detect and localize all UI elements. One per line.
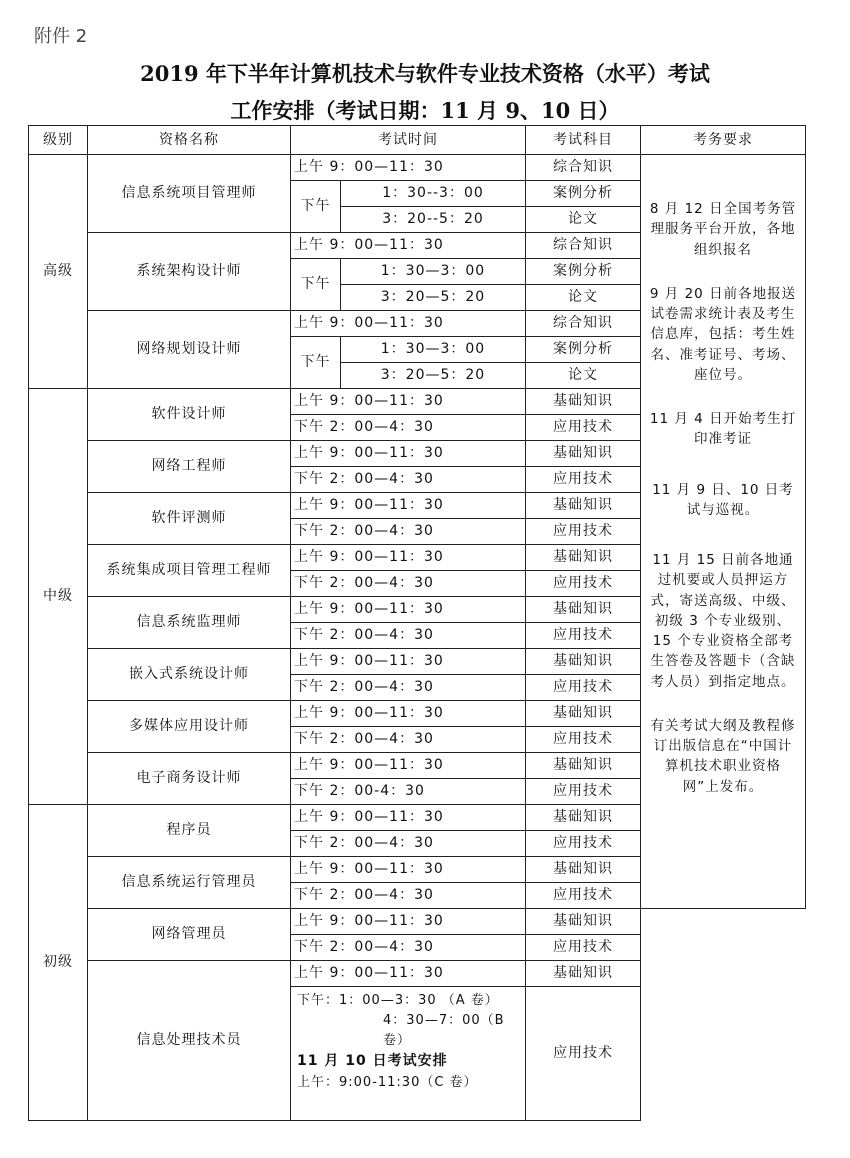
exam-subject: 论文 <box>526 285 641 311</box>
exam-time: 上午 9：00—11：30 <box>291 961 526 987</box>
exam-subject: 论文 <box>526 207 641 233</box>
header-subject: 考试科目 <box>526 126 641 155</box>
exam-time-nov10: 上午：9:00-11:30（C 卷） <box>297 1075 478 1091</box>
exam-subject: 基础知识 <box>526 909 641 935</box>
header-requirements: 考务要求 <box>641 126 806 155</box>
exam-subject: 应用技术 <box>526 779 641 805</box>
exam-time: 下午 2：00—4：30 <box>291 571 526 597</box>
table-header-row <box>29 126 806 155</box>
exam-subject: 基础知识 <box>526 441 641 467</box>
exam-subject: 综合知识 <box>526 311 641 337</box>
requirement-item: 8 月 12 日全国考务管理服务平台开放，各地组织报名 <box>649 201 797 258</box>
exam-time: 3：20—5：20 <box>341 285 526 311</box>
header-qualification: 资格名称 <box>88 126 291 155</box>
nov10-heading: 11 月 10 日考试安排 <box>297 1053 448 1070</box>
exam-time: 下午 2：00—4：30 <box>291 467 526 493</box>
qualification-name: 信息处理技术员 <box>88 961 291 1121</box>
exam-subject: 基础知识 <box>526 389 641 415</box>
exam-time: 下午 2：00—4：30 <box>291 935 526 961</box>
qualification-name: 程序员 <box>88 805 291 857</box>
exam-subject: 论文 <box>526 363 641 389</box>
table-row <box>29 909 806 935</box>
exam-time: 下午 2：00—4：30 <box>291 727 526 753</box>
level-mid: 中级 <box>29 389 88 805</box>
exam-subject: 基础知识 <box>526 545 641 571</box>
exam-subject: 基础知识 <box>526 857 641 883</box>
exam-time: 上午 9：00—11：30 <box>291 597 526 623</box>
exam-time: 上午 9：00—11：30 <box>291 805 526 831</box>
qualification-name: 软件评测师 <box>88 493 291 545</box>
level-senior: 高级 <box>29 155 88 389</box>
exam-time-pm-b: 4：30—7：00（B 卷） <box>383 1013 505 1049</box>
exam-time: 上午 9：00—11：30 <box>291 441 526 467</box>
requirement-item: 11 月 9 日、10 日考试与巡视。 <box>652 481 794 518</box>
exam-subject: 基础知识 <box>526 493 641 519</box>
exam-time: 上午 9：00—11：30 <box>291 493 526 519</box>
requirement-item: 有关考试大纲及教程修订出版信息在“中国计算机技术职业资格网”上发布。 <box>650 717 796 795</box>
exam-subject: 综合知识 <box>526 155 641 181</box>
qualification-name: 信息系统项目管理师 <box>88 155 291 233</box>
pm-label: 下午 <box>291 259 341 311</box>
exam-time-detail <box>291 987 526 1121</box>
requirement-item: 9 月 20 日前各地报送试卷需求统计表及考生信息库，包括：考生姓名、准考证号、考场、座位号。 <box>649 285 797 383</box>
document-subtitle: 工作安排（考试日期：11 月 9、10 日） <box>230 98 620 123</box>
exam-time: 1：30--3：00 <box>341 181 526 207</box>
qualification-name: 信息系统运行管理员 <box>88 857 291 909</box>
exam-time: 上午 9：00—11：30 <box>291 155 526 181</box>
exam-subject: 基础知识 <box>526 961 641 987</box>
exam-time-pm-a: 下午：1：00—3：30 （A 卷） <box>297 993 499 1008</box>
exam-time: 上午 9：00—11：30 <box>291 857 526 883</box>
exam-time: 下午 2：00—4：30 <box>291 675 526 701</box>
exam-subject: 应用技术 <box>526 623 641 649</box>
exam-schedule-table <box>28 125 806 1121</box>
exam-subject: 基础知识 <box>526 701 641 727</box>
exam-subject: 应用技术 <box>526 571 641 597</box>
exam-time: 上午 9：00—11：30 <box>291 649 526 675</box>
exam-time: 上午 9：00—11：30 <box>291 701 526 727</box>
qualification-name: 网络管理员 <box>88 909 291 961</box>
exam-subject: 应用技术 <box>526 675 641 701</box>
exam-subject: 综合知识 <box>526 233 641 259</box>
exam-subject: 应用技术 <box>526 883 641 909</box>
exam-time: 上午 9：00—11：30 <box>291 233 526 259</box>
annex-label: 附件 2 <box>34 26 88 47</box>
exam-time: 下午 2：00—4：30 <box>291 623 526 649</box>
exam-time: 3：20--5：20 <box>341 207 526 233</box>
exam-subject: 基础知识 <box>526 753 641 779</box>
requirement-item: 11 月 4 日开始考生打印准考证 <box>649 411 797 448</box>
exam-time: 上午 9：00—11：30 <box>291 311 526 337</box>
exam-time: 上午 9：00—11：30 <box>291 909 526 935</box>
exam-subject: 应用技术 <box>526 519 641 545</box>
exam-subject: 应用技术 <box>526 831 641 857</box>
requirements-cell <box>641 155 806 909</box>
table-row <box>29 961 806 987</box>
exam-subject: 案例分析 <box>526 181 641 207</box>
exam-time: 1：30—3：00 <box>341 259 526 285</box>
exam-subject: 基础知识 <box>526 597 641 623</box>
qualification-name: 系统架构设计师 <box>88 233 291 311</box>
exam-time: 上午 9：00—11：30 <box>291 389 526 415</box>
qualification-name: 多媒体应用设计师 <box>88 701 291 753</box>
exam-time: 1：30—3：00 <box>341 337 526 363</box>
exam-time: 下午 2：00-4：30 <box>291 779 526 805</box>
qualification-name: 网络规划设计师 <box>88 311 291 389</box>
exam-subject: 应用技术 <box>526 987 641 1121</box>
qualification-name: 电子商务设计师 <box>88 753 291 805</box>
exam-time: 上午 9：00—11：30 <box>291 753 526 779</box>
exam-subject: 案例分析 <box>526 337 641 363</box>
qualification-name: 软件设计师 <box>88 389 291 441</box>
pm-label: 下午 <box>291 181 341 233</box>
exam-time: 下午 2：00—4：30 <box>291 519 526 545</box>
exam-subject: 基础知识 <box>526 805 641 831</box>
document-title: 2019 年下半年计算机技术与软件专业技术资格（水平）考试 <box>140 61 710 86</box>
qualification-name: 系统集成项目管理工程师 <box>88 545 291 597</box>
exam-subject: 案例分析 <box>526 259 641 285</box>
exam-time: 下午 2：00—4：30 <box>291 883 526 909</box>
pm-label: 下午 <box>291 337 341 389</box>
exam-time: 3：20—5：20 <box>341 363 526 389</box>
exam-time: 上午 9：00—11：30 <box>291 545 526 571</box>
exam-time: 下午 2：00—4：30 <box>291 831 526 857</box>
table-row <box>29 155 806 181</box>
exam-subject: 应用技术 <box>526 415 641 441</box>
exam-time: 下午 2：00—4：30 <box>291 415 526 441</box>
qualification-name: 信息系统监理师 <box>88 597 291 649</box>
exam-subject: 基础知识 <box>526 649 641 675</box>
requirement-item: 11 月 15 日前各地通过机要或人员押运方式，寄送高级、中级、初级 3 个专业级别、15 个专业资格全部考生答卷及答题卡（含缺考人员）到指定地点。 <box>650 552 796 690</box>
header-exam-time: 考试时间 <box>291 126 526 155</box>
qualification-name: 网络工程师 <box>88 441 291 493</box>
exam-subject: 应用技术 <box>526 727 641 753</box>
exam-subject: 应用技术 <box>526 467 641 493</box>
header-level: 级别 <box>29 126 88 155</box>
level-junior: 初级 <box>29 805 88 1121</box>
qualification-name: 嵌入式系统设计师 <box>88 649 291 701</box>
exam-subject: 应用技术 <box>526 935 641 961</box>
